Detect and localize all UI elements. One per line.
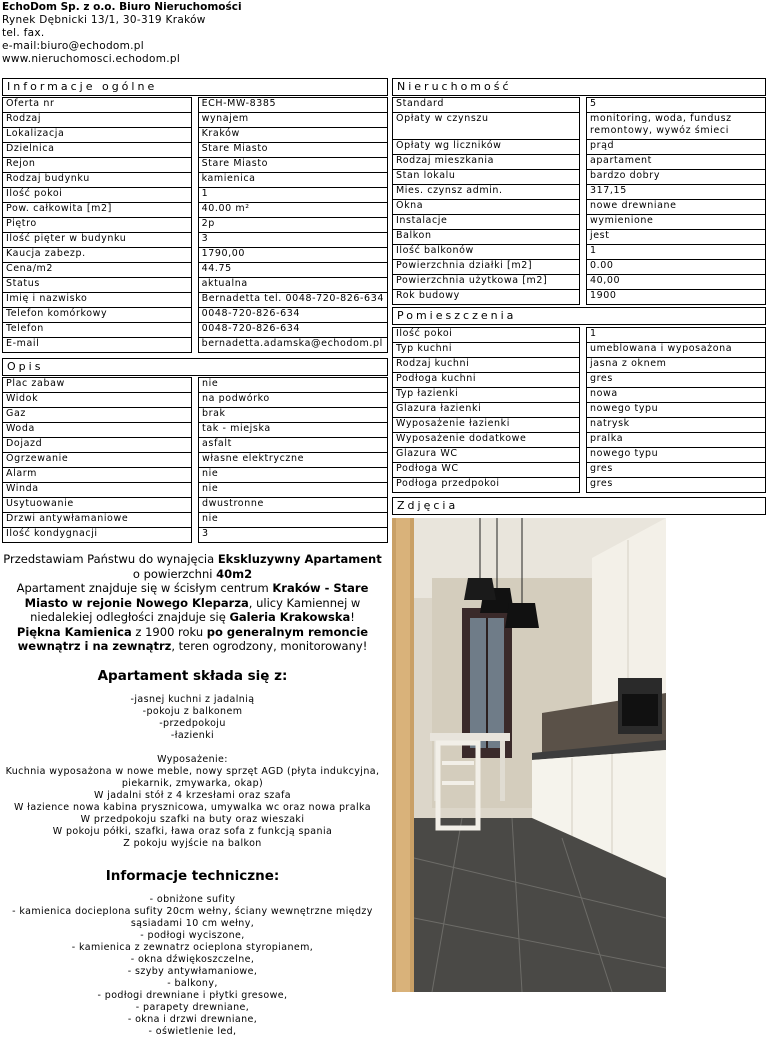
agency-header [2, 1, 242, 66]
row-label-pow-calkowita-m2: Pow. całkowita [m2] [3, 203, 192, 218]
table-row [393, 155, 766, 170]
row-spacer [580, 230, 587, 245]
row-value-wyposazenie-dodatkowe: pralka [587, 433, 766, 448]
row-label-powierzchnia-dzialki-m2: Powierzchnia działki [m2] [393, 260, 580, 275]
tech-heading: Informacje techniczne: [105, 867, 280, 884]
row-spacer [191, 203, 198, 218]
row-label-kaucja-zabezp: Kaucja zabezp. [3, 248, 192, 263]
intro-paragraph [2, 552, 383, 654]
table-row [3, 453, 388, 468]
description-table [2, 377, 388, 543]
row-value-glazura-wc: nowego typu [587, 448, 766, 463]
intro-bold-6: po generalnym remoncie wewnątrz i na zewnątrz [17, 624, 369, 653]
row-label-wyposazenie-dodatkowe: Wyposażenie dodatkowe [393, 433, 580, 448]
row-label-balkon: Balkon [393, 230, 580, 245]
row-value-oplaty-wg-licznikow: prąd [587, 140, 766, 155]
list-item: - oświetlenie led, [148, 1025, 237, 1037]
row-value-balkon: jest [587, 230, 766, 245]
row-label-oplaty-w-czynszu: Opłaty w czynszu [393, 113, 580, 140]
table-row [393, 245, 766, 260]
table-row [3, 408, 388, 423]
row-spacer [580, 448, 587, 463]
list-item: W pokoju półki, szafki, ława oraz sofa z funkcją spania [52, 825, 333, 837]
row-label-wyposazenie-lazienki: Wyposażenie łazienki [393, 418, 580, 433]
table-row [3, 278, 388, 293]
row-value-ilosc-pokoi: 1 [587, 328, 766, 343]
listing-description [2, 552, 383, 1038]
apartment-rooms-list [2, 694, 383, 742]
row-value-rodzaj-kuchni: jasna z oknem [587, 358, 766, 373]
table-row [3, 338, 388, 353]
list-item: W przedpokoju szafki na buty oraz wieszaki [80, 813, 305, 825]
row-label-ilosc-pieter-w-budynku: Ilość pięter w budynku [3, 233, 192, 248]
row-spacer [192, 408, 199, 423]
row-value-woda: tak - miejska [199, 423, 388, 438]
row-spacer [191, 308, 198, 323]
row-value-oplaty-w-czynszu: monitoring, woda, fundusz remontowy, wywóz śmieci [587, 113, 766, 140]
intro-text-6: z 1900 roku [131, 624, 207, 639]
row-label-ilosc-pokoi: Ilość pokoi [3, 188, 192, 203]
row-spacer [191, 128, 198, 143]
intro-text-5: ! [350, 610, 355, 624]
table-row [393, 478, 766, 493]
row-value-usytuowanie: dwustronne [199, 498, 388, 513]
row-label-typ-lazienki: Typ łazienki [393, 388, 580, 403]
row-value-cena-m2: 44.75 [198, 263, 387, 278]
table-row [3, 393, 388, 408]
row-label-widok: Widok [3, 393, 192, 408]
row-label-e-mail: E-mail [3, 338, 192, 353]
table-row [393, 343, 766, 358]
table-row [3, 293, 388, 308]
table-row [3, 113, 388, 128]
table-row [393, 373, 766, 388]
apartment-heading: Apartament składa się z: [97, 667, 288, 684]
row-spacer [191, 263, 198, 278]
row-label-status: Status [3, 278, 192, 293]
table-row [3, 308, 388, 323]
row-spacer [580, 373, 587, 388]
table-row [3, 98, 388, 113]
row-spacer [580, 290, 587, 305]
row-value-wyposazenie-lazienki: natrysk [587, 418, 766, 433]
row-spacer [580, 388, 587, 403]
kitchen-photo-illustration [392, 518, 666, 992]
row-spacer [192, 513, 199, 528]
row-label-cena-m2: Cena/m2 [3, 263, 192, 278]
row-value-glazura-lazienki: nowego typu [587, 403, 766, 418]
row-spacer [192, 468, 199, 483]
intro-text-7: , teren ogrodzony, monitorowany! [171, 639, 368, 653]
row-value-imie-i-nazwisko: Bernadetta tel. 0048-720-826-634 [198, 293, 387, 308]
table-row [393, 215, 766, 230]
intro-bold-4: Galeria Krakowska [229, 610, 351, 624]
row-value-oferta-nr: ECH-MW-8385 [198, 98, 387, 113]
list-item: W jadalni stół z 4 krzesłami oraz szafa [93, 789, 291, 801]
row-spacer [191, 98, 198, 113]
row-spacer [192, 393, 199, 408]
row-value-dojazd: asfalt [199, 438, 388, 453]
row-label-pietro: Piętro [3, 218, 192, 233]
intro-bold-3: Kraków - Stare Miasto w rejonie Nowego Kleparza [24, 581, 369, 610]
row-label-podloga-kuchni: Podłoga kuchni [393, 373, 580, 388]
table-row [3, 173, 388, 188]
table-row [3, 218, 388, 233]
row-label-drzwi-antywlamaniowe: Drzwi antywłamaniowe [3, 513, 192, 528]
row-spacer [192, 453, 199, 468]
row-value-ilosc-pokoi: 1 [198, 188, 387, 203]
table-row [393, 358, 766, 373]
row-label-rejon: Rejon [3, 158, 192, 173]
row-spacer [580, 418, 587, 433]
row-label-rodzaj-kuchni: Rodzaj kuchni [393, 358, 580, 373]
row-label-standard: Standard [393, 98, 580, 113]
list-item: - okna dźwiękoszczelne, [130, 953, 255, 965]
table-row [3, 513, 388, 528]
table-row [393, 200, 766, 215]
intro-text-2: o powierzchni [132, 566, 217, 581]
row-label-telefon: Telefon [3, 323, 192, 338]
equipment-heading: Wyposażenie: [157, 753, 228, 765]
row-spacer [580, 433, 587, 448]
intro-bold-2: 40m2 [216, 566, 253, 581]
general-info-title: Informacje ogólne [2, 78, 388, 96]
row-spacer [580, 170, 587, 185]
row-value-podloga-przedpokoi: gres [587, 478, 766, 493]
row-label-plac-zabaw: Plac zabaw [3, 378, 192, 393]
property-table [392, 97, 766, 305]
row-spacer [191, 278, 198, 293]
table-row [3, 498, 388, 513]
intro-bold-5: Piękna Kamienica [16, 624, 132, 639]
row-label-typ-kuchni: Typ kuchni [393, 343, 580, 358]
row-spacer [580, 98, 587, 113]
general-info-table [2, 97, 388, 353]
table-row [3, 233, 388, 248]
rooms-title: Pomieszczenia [392, 307, 766, 325]
table-row [393, 433, 766, 448]
row-label-oferta-nr: Oferta nr [3, 98, 192, 113]
row-value-okna: nowe drewniane [587, 200, 766, 215]
row-spacer [580, 478, 587, 493]
row-spacer [192, 483, 199, 498]
row-value-ogrzewanie: własne elektryczne [199, 453, 388, 468]
row-spacer [192, 528, 199, 543]
table-row [393, 388, 766, 403]
row-value-telefon-komorkowy: 0048-720-826-634 [198, 308, 387, 323]
row-label-podloga-wc: Podłoga WC [393, 463, 580, 478]
table-row [3, 468, 388, 483]
row-value-plac-zabaw: nie [199, 378, 388, 393]
table-row [393, 113, 766, 140]
row-label-podloga-przedpokoi: Podłoga przedpokoi [393, 478, 580, 493]
table-row [3, 528, 388, 543]
table-row [393, 290, 766, 305]
row-label-telefon-komorkowy: Telefon komórkowy [3, 308, 192, 323]
row-value-rok-budowy: 1900 [587, 290, 766, 305]
table-row [393, 418, 766, 433]
row-value-standard: 5 [587, 98, 766, 113]
row-spacer [191, 323, 198, 338]
row-value-typ-lazienki: nowa [587, 388, 766, 403]
table-row [393, 328, 766, 343]
row-label-woda: Woda [3, 423, 192, 438]
company-website[interactable]: www.nieruchomosci.echodom.pl [2, 53, 181, 65]
row-spacer [580, 328, 587, 343]
row-label-ilosc-pokoi: Ilość pokoi [393, 328, 580, 343]
table-row [393, 185, 766, 200]
row-value-typ-kuchni: umeblowana i wyposażona [587, 343, 766, 358]
row-value-ilosc-kondygnacji: 3 [199, 528, 388, 543]
row-spacer [580, 343, 587, 358]
row-spacer [580, 200, 587, 215]
table-row [393, 170, 766, 185]
row-label-ilosc-kondygnacji: Ilość kondygnacji [3, 528, 192, 543]
table-row [393, 230, 766, 245]
table-row [3, 263, 388, 278]
row-value-instalacje: wymienione [587, 215, 766, 230]
list-item: - parapety drewniane, [135, 1001, 250, 1013]
row-label-rok-budowy: Rok budowy [393, 290, 580, 305]
table-row [393, 275, 766, 290]
row-label-ogrzewanie: Ogrzewanie [3, 453, 192, 468]
list-item: - balkony, [167, 977, 218, 989]
list-item: - podłogi drewniane i płytki gresowe, [97, 989, 288, 1001]
row-value-drzwi-antywlamaniowe: nie [199, 513, 388, 528]
row-label-dojazd: Dojazd [3, 438, 192, 453]
company-address: Rynek Dębnicki 13/1, 30-319 Kraków [2, 14, 206, 26]
table-row [393, 463, 766, 478]
row-value-rodzaj: wynajem [198, 113, 387, 128]
table-row [3, 128, 388, 143]
row-value-powierzchnia-dzialki-m2: 0.00 [587, 260, 766, 275]
row-spacer [191, 188, 198, 203]
row-spacer [192, 378, 199, 393]
photos-title: Zdjęcia [392, 497, 766, 515]
row-label-ilosc-balkonow: Ilość balkonów [393, 245, 580, 260]
row-label-stan-lokalu: Stan lokalu [393, 170, 580, 185]
row-value-status: aktualna [198, 278, 387, 293]
row-label-mies-czynsz-admin: Mies. czynsz admin. [393, 185, 580, 200]
row-spacer [580, 155, 587, 170]
row-value-gaz: brak [199, 408, 388, 423]
row-value-pow-calkowita-m2: 40.00 m² [198, 203, 387, 218]
row-spacer [580, 185, 587, 200]
description-title: Opis [2, 358, 388, 376]
row-spacer [191, 233, 198, 248]
property-title: Nieruchomość [392, 78, 766, 96]
list-item: Kuchnia wyposażona w nowe meble, nowy sprzęt AGD (płyta indukcyjna, piekarnik, zmywarka, okap) [5, 765, 380, 789]
row-value-lokalizacja: Kraków [198, 128, 387, 143]
list-item: Z pokoju wyjście na balkon [123, 837, 262, 849]
list-item: -pokoju z balkonem [142, 705, 243, 717]
row-label-rodzaj-mieszkania: Rodzaj mieszkania [393, 155, 580, 170]
row-label-instalacje: Instalacje [393, 215, 580, 230]
table-row [3, 158, 388, 173]
row-label-rodzaj: Rodzaj [3, 113, 192, 128]
row-label-rodzaj-budynku: Rodzaj budynku [3, 173, 192, 188]
list-item: - kamienica z zewnatrz ocieplona styropianem, [71, 941, 314, 953]
row-spacer [192, 498, 199, 513]
tech-info-list [2, 894, 383, 1038]
table-row [3, 323, 388, 338]
row-value-alarm: nie [199, 468, 388, 483]
table-row [3, 438, 388, 453]
row-spacer [191, 158, 198, 173]
row-spacer [580, 260, 587, 275]
row-spacer [191, 218, 198, 233]
row-spacer [191, 113, 198, 128]
row-value-winda: nie [199, 483, 388, 498]
equipment-list [2, 766, 383, 850]
list-item: -jasnej kuchni z jadalnią [130, 693, 255, 705]
table-row [3, 423, 388, 438]
company-phone: tel. fax. [2, 27, 45, 39]
row-spacer [192, 423, 199, 438]
list-item: - obniżone sufity [149, 893, 236, 905]
row-value-rejon: Stare Miasto [198, 158, 387, 173]
table-row [3, 378, 388, 393]
company-email[interactable]: e-mail:biuro@echodom.pl [2, 40, 144, 52]
row-value-stan-lokalu: bardzo dobry [587, 170, 766, 185]
intro-text-3: Apartament znajduje się w ścisłym centrum [16, 581, 273, 595]
list-item: -łazienki [170, 729, 215, 741]
row-label-okna: Okna [393, 200, 580, 215]
rooms-table [392, 327, 766, 493]
row-label-glazura-lazienki: Glazura łazienki [393, 403, 580, 418]
table-row [3, 483, 388, 498]
intro-text-1: Przedstawiam Państwu do wynajęcia [3, 552, 218, 566]
row-label-gaz: Gaz [3, 408, 192, 423]
row-value-telefon: 0048-720-826-634 [198, 323, 387, 338]
row-value-mies-czynsz-admin: 317,15 [587, 185, 766, 200]
row-spacer [580, 358, 587, 373]
row-label-winda: Winda [3, 483, 192, 498]
list-item: - podłogi wyciszone, [140, 929, 245, 941]
intro-text-4: , ulicy Kamiennej w niedalekiej odległości znajduje się [30, 595, 361, 624]
list-item: - szyby antywłamaniowe, [127, 965, 258, 977]
row-label-dzielnica: Dzielnica [3, 143, 192, 158]
company-name: EchoDom Sp. z o.o. Biuro Nieruchomości [2, 1, 242, 13]
row-value-kaucja-zabezp: 1790,00 [198, 248, 387, 263]
apartment-photo[interactable] [392, 518, 666, 992]
table-row [393, 260, 766, 275]
row-spacer [580, 113, 587, 140]
row-value-ilosc-pieter-w-budynku: 3 [198, 233, 387, 248]
row-value-podloga-wc: gres [587, 463, 766, 478]
row-value-ilosc-balkonow: 1 [587, 245, 766, 260]
table-row [393, 98, 766, 113]
list-item: W łazience nowa kabina prysznicowa, umywalka wc oraz nowa pralka [14, 801, 371, 813]
row-value-podloga-kuchni: gres [587, 373, 766, 388]
row-spacer [191, 338, 198, 353]
intro-bold-1: Ekskluzywny Apartament [217, 552, 382, 566]
row-spacer [580, 140, 587, 155]
table-row [393, 403, 766, 418]
row-value-dzielnica: Stare Miasto [198, 143, 387, 158]
row-spacer [580, 463, 587, 478]
row-label-imie-i-nazwisko: Imię i nazwisko [3, 293, 192, 308]
row-spacer [580, 403, 587, 418]
row-value-rodzaj-budynku: kamienica [198, 173, 387, 188]
row-value-widok: na podwórko [199, 393, 388, 408]
row-label-powierzchnia-uzytkowa-m2: Powierzchnia użytkowa [m2] [393, 275, 580, 290]
row-spacer [580, 245, 587, 260]
row-label-usytuowanie: Usytuowanie [3, 498, 192, 513]
row-spacer [191, 248, 198, 263]
row-label-oplaty-wg-licznikow: Opłaty wg liczników [393, 140, 580, 155]
row-label-alarm: Alarm [3, 468, 192, 483]
list-item: - okna i drzwi drewniane, [127, 1013, 258, 1025]
row-label-lokalizacja: Lokalizacja [3, 128, 192, 143]
table-row [393, 448, 766, 463]
row-value-powierzchnia-uzytkowa-m2: 40,00 [587, 275, 766, 290]
table-row [3, 248, 388, 263]
list-item: - kamienica docieplona sufity 20cm wełny, ściany wewnętrzne między sąsiadami 10 cm wełny, [12, 905, 373, 929]
row-value-rodzaj-mieszkania: apartament [587, 155, 766, 170]
table-row [393, 140, 766, 155]
row-spacer [191, 173, 198, 188]
row-spacer [191, 293, 198, 308]
row-spacer [192, 438, 199, 453]
row-spacer [191, 143, 198, 158]
table-row [3, 203, 388, 218]
row-value-e-mail[interactable]: bernadetta.adamska@echodom.pl [198, 338, 387, 353]
row-spacer [580, 215, 587, 230]
table-row [3, 143, 388, 158]
row-spacer [580, 275, 587, 290]
table-row [3, 188, 388, 203]
list-item: -przedpokoju [159, 717, 226, 729]
row-label-glazura-wc: Glazura WC [393, 448, 580, 463]
row-value-pietro: 2p [198, 218, 387, 233]
